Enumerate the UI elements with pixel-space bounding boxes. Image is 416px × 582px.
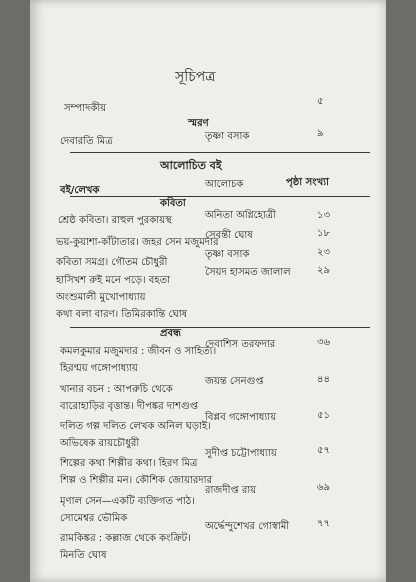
poetry-line: কবিতা সমগ্র। গৌতম চৌধুরী <box>56 257 168 268</box>
prose-line: অভিষেক রায়চৌধুরী <box>60 438 140 449</box>
memoriam-heading: স্মরণ <box>188 118 209 129</box>
poetry-critic: অনিতা অগ্নিহোত্রী <box>205 210 276 221</box>
prose-page: ৬৯ <box>317 482 330 493</box>
prose-line: দলিত গল্প দলিত লেখক অনিল ঘড়াই। <box>60 421 211 432</box>
poetry-heading: কবিতা <box>160 198 186 209</box>
prose-line: শিল্প ও শিল্পীর মন। কৌশিক জোয়ারদার <box>60 475 213 486</box>
editorial-label: সম্পাদকীয় <box>64 103 107 114</box>
column-book: বই/লেখক <box>60 185 100 196</box>
prose-page: ৩৬ <box>317 337 331 348</box>
poetry-line: হাসিখশ রুই মনে পড়ে। বহতা <box>56 275 170 286</box>
poetry-page: ১৮ <box>317 228 330 239</box>
poetry-line: অংশুমালী মুখোপাধ্যায় <box>56 292 146 303</box>
prose-line: রামকিঙ্কর : কল্লাজ থেকে কংক্রিট। <box>60 533 191 544</box>
divider-header <box>70 196 370 197</box>
prose-line: মৃণাল সেন—একটি ব্যক্তিগত পাঠ। <box>60 496 195 507</box>
column-page: পৃষ্ঠা সংখ্যা <box>286 177 329 188</box>
divider-top <box>70 152 370 153</box>
poetry-page: ২৩ <box>317 247 331 258</box>
column-critic: আলোচক <box>205 179 244 190</box>
prose-line: সোমেশ্বর ভৌমিক <box>60 513 128 524</box>
prose-line: খানার বচন : আপরুচি থেকে <box>60 384 173 395</box>
prose-page: ৫৭ <box>317 445 330 456</box>
prose-line: শিল্পের কথা শিল্পীর কথা। হিরণ মিত্র <box>60 458 198 469</box>
divider-mid <box>70 327 370 328</box>
prose-heading: প্রবন্ধ <box>160 328 181 339</box>
page <box>30 0 386 582</box>
prose-page: ৭৭ <box>317 518 331 529</box>
prose-line: বারোহাড়ির বৃত্তান্ত। দীপঙ্কর দাশগুপ্ত <box>60 401 198 412</box>
memoriam-subject: দেবারতি মিত্র <box>60 136 113 147</box>
poetry-critic: সৈয়দ হাসমত জালাল <box>205 267 291 278</box>
poetry-critic: তৃষ্ণা বসাক <box>205 249 250 260</box>
discussed-heading: আলোচিত বই <box>160 159 222 172</box>
prose-page: ৪৪ <box>317 374 330 385</box>
prose-critic: অর্দ্ধেন্দুশেখর গোস্বামী <box>205 521 290 532</box>
memoriam-page: ৯ <box>317 128 324 139</box>
prose-critic: রাজদীপ্ত রায় <box>205 485 257 496</box>
prose-critic: বিপ্লব গঙ্গোপাধ্যায় <box>205 412 277 423</box>
prose-critic: দেবাশিস তরফদার <box>205 339 276 350</box>
poetry-page: ১৩ <box>317 210 330 221</box>
prose-page: ৫১ <box>317 410 330 421</box>
poetry-line: ভয়-কুয়াশা-কাঁটাতার। জহর সেন মজুমদার <box>56 237 219 248</box>
poetry-page: ২৯ <box>317 265 330 276</box>
poetry-line: কথা বলা বারণ। তিমিরকান্তি ঘোষ <box>56 309 188 320</box>
poetry-critic: সেবন্তী ঘোষ <box>205 230 253 241</box>
prose-line: হিরণ্ময় গঙ্গোপাধ্যায় <box>60 363 138 374</box>
prose-line: কমলকুমার মজুমদার : জীবন ও সাহিত্য। <box>60 346 217 357</box>
prose-critic: সুদীপ্ত চট্টোপাধ্যায় <box>205 448 277 459</box>
editorial-page: ৫ <box>317 96 324 107</box>
poetry-line: শ্রেষ্ঠ কবিতা। রাহুল পুরকায়স্থ <box>58 215 172 226</box>
page-title: সূচিপত্র <box>175 69 216 85</box>
memoriam-author: তৃষ্ণা বসাক <box>205 131 250 142</box>
prose-line: মিনতি ঘোষ <box>60 550 107 561</box>
prose-critic: জয়ন্ত সেনগুপ্ত <box>205 376 264 387</box>
